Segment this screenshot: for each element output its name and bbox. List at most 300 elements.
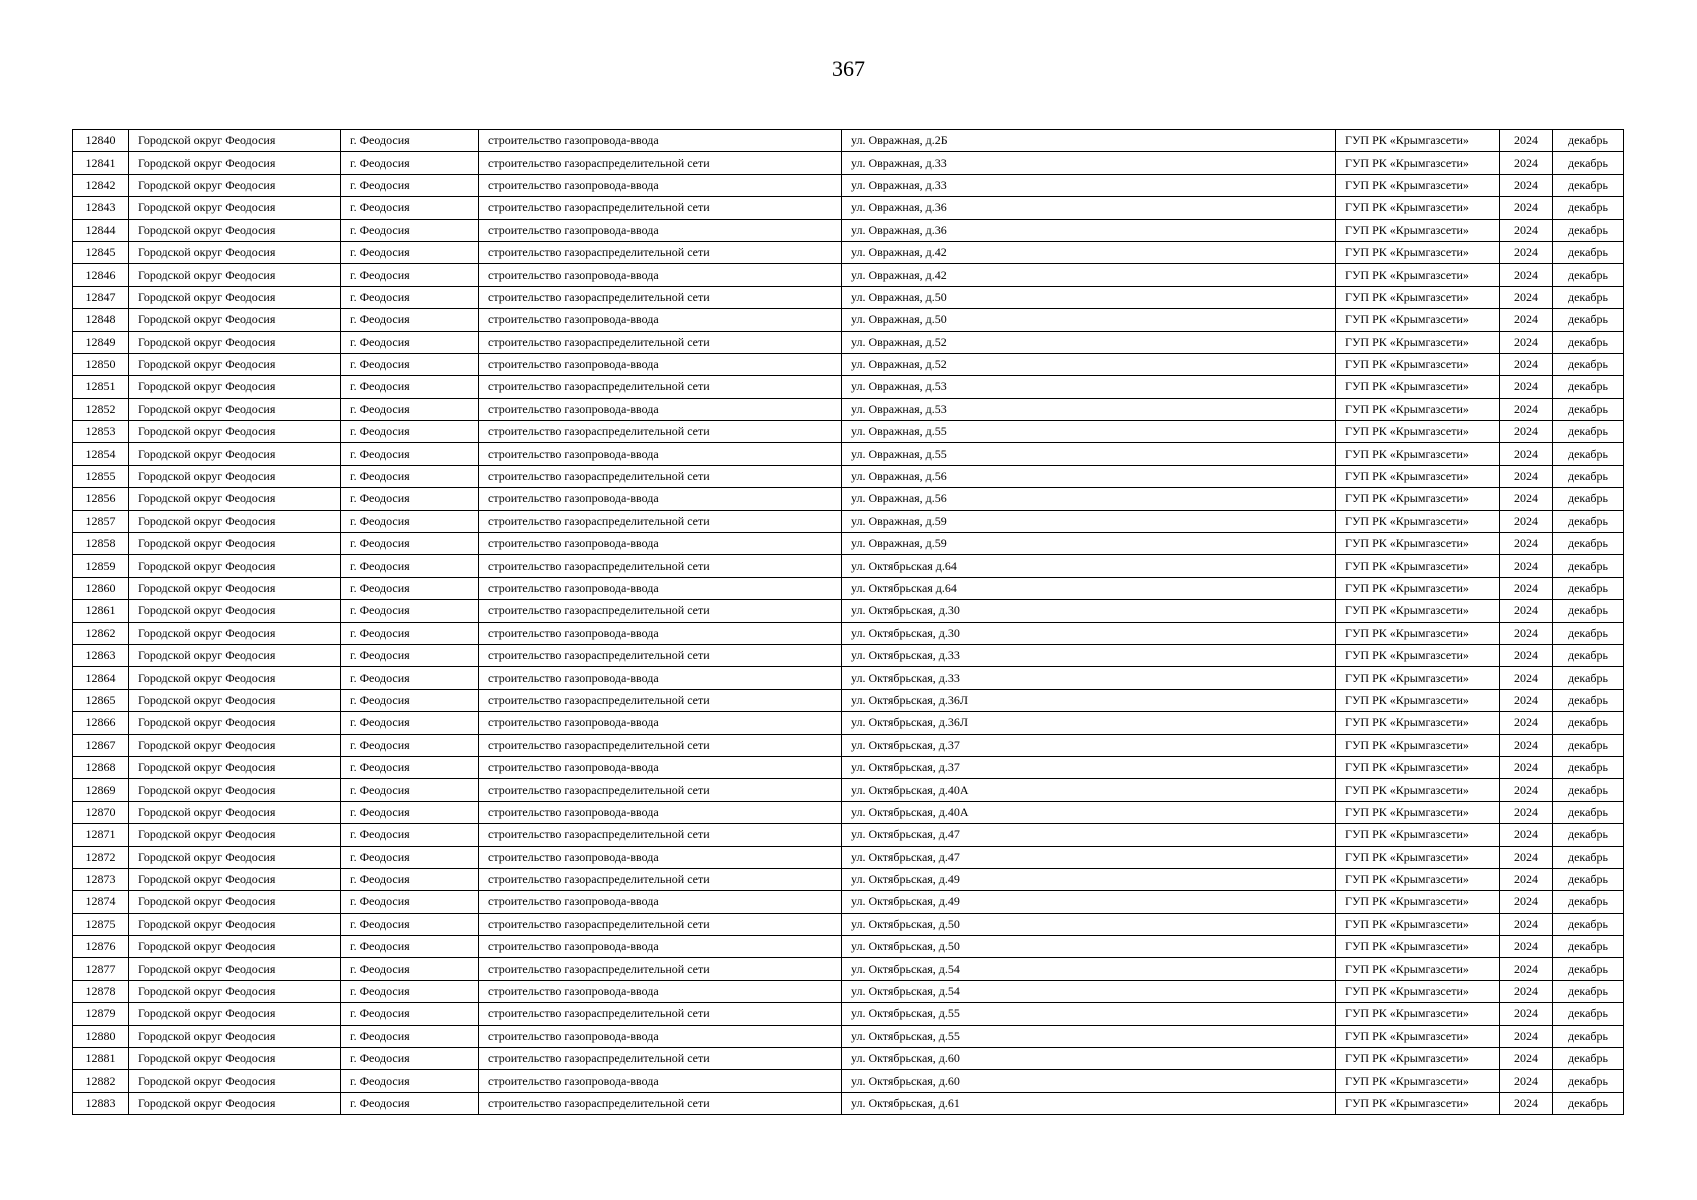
table-row — [73, 174, 1624, 196]
cell-number: 12867 — [73, 734, 129, 756]
cell-number: 12865 — [73, 689, 129, 711]
cell-number: 12843 — [73, 197, 129, 219]
cell-year: 2024 — [1500, 801, 1553, 823]
cell-year: 2024 — [1500, 309, 1553, 331]
table-row — [73, 555, 1624, 577]
cell-number: 12855 — [73, 465, 129, 487]
cell-year: 2024 — [1500, 1092, 1553, 1114]
table-row — [73, 756, 1624, 778]
cell-locality: г. Феодосия — [341, 600, 479, 622]
cell-month: декабрь — [1553, 958, 1624, 980]
table-row — [73, 421, 1624, 443]
cell-address: ул. Овражная, д.50 — [842, 309, 1336, 331]
cell-work-type: строительство газораспределительной сети — [479, 241, 842, 263]
cell-organization: ГУП РК «Крымгазсети» — [1336, 958, 1500, 980]
cell-number: 12849 — [73, 331, 129, 353]
table-row — [73, 644, 1624, 666]
cell-work-type: строительство газораспределительной сети — [479, 197, 842, 219]
table-row — [73, 241, 1624, 263]
cell-work-type: строительство газопровода-ввода — [479, 846, 842, 868]
cell-month: декабрь — [1553, 1003, 1624, 1025]
cell-month: декабрь — [1553, 1025, 1624, 1047]
cell-number: 12874 — [73, 891, 129, 913]
cell-district: Городской округ Феодосия — [129, 712, 341, 734]
cell-month: декабрь — [1553, 443, 1624, 465]
cell-month: декабрь — [1553, 734, 1624, 756]
cell-year: 2024 — [1500, 353, 1553, 375]
cell-work-type: строительство газопровода-ввода — [479, 533, 842, 555]
cell-address: ул. Овражная, д.36 — [842, 219, 1336, 241]
cell-work-type: строительство газопровода-ввода — [479, 801, 842, 823]
cell-locality: г. Феодосия — [341, 936, 479, 958]
cell-work-type: строительство газораспределительной сети — [479, 644, 842, 666]
cell-month: декабрь — [1553, 846, 1624, 868]
cell-organization: ГУП РК «Крымгазсети» — [1336, 398, 1500, 420]
cell-organization: ГУП РК «Крымгазсети» — [1336, 667, 1500, 689]
cell-month: декабрь — [1553, 756, 1624, 778]
cell-district: Городской округ Феодосия — [129, 600, 341, 622]
cell-locality: г. Феодосия — [341, 1003, 479, 1025]
cell-organization: ГУП РК «Крымгазсети» — [1336, 510, 1500, 532]
cell-year: 2024 — [1500, 264, 1553, 286]
cell-organization: ГУП РК «Крымгазсети» — [1336, 1048, 1500, 1070]
cell-work-type: строительство газопровода-ввода — [479, 398, 842, 420]
table-row — [73, 712, 1624, 734]
table-row — [73, 331, 1624, 353]
cell-locality: г. Феодосия — [341, 488, 479, 510]
cell-district: Городской округ Феодосия — [129, 1070, 341, 1092]
cell-number: 12870 — [73, 801, 129, 823]
cell-month: декабрь — [1553, 891, 1624, 913]
cell-address: ул. Овражная, д.42 — [842, 241, 1336, 263]
table-row — [73, 286, 1624, 308]
cell-number: 12881 — [73, 1048, 129, 1070]
cell-locality: г. Феодосия — [341, 1025, 479, 1047]
cell-locality: г. Феодосия — [341, 1070, 479, 1092]
table-row — [73, 622, 1624, 644]
cell-work-type: строительство газораспределительной сети — [479, 286, 842, 308]
cell-number: 12856 — [73, 488, 129, 510]
cell-number: 12846 — [73, 264, 129, 286]
cell-number: 12868 — [73, 756, 129, 778]
cell-district: Городской округ Феодосия — [129, 689, 341, 711]
cell-work-type: строительство газораспределительной сети — [479, 734, 842, 756]
cell-address: ул. Октябрьская, д.40А — [842, 801, 1336, 823]
cell-locality: г. Феодосия — [341, 331, 479, 353]
cell-locality: г. Феодосия — [341, 824, 479, 846]
cell-locality: г. Феодосия — [341, 891, 479, 913]
cell-year: 2024 — [1500, 1003, 1553, 1025]
cell-year: 2024 — [1500, 868, 1553, 890]
cell-district: Городской округ Феодосия — [129, 824, 341, 846]
cell-address: ул. Октябрьская, д.47 — [842, 846, 1336, 868]
cell-organization: ГУП РК «Крымгазсети» — [1336, 824, 1500, 846]
cell-month: декабрь — [1553, 376, 1624, 398]
cell-month: декабрь — [1553, 533, 1624, 555]
cell-locality: г. Феодосия — [341, 779, 479, 801]
table-row — [73, 980, 1624, 1002]
cell-district: Городской округ Феодосия — [129, 130, 341, 152]
cell-locality: г. Феодосия — [341, 846, 479, 868]
cell-month: декабрь — [1553, 421, 1624, 443]
cell-address: ул. Октябрьская, д.40А — [842, 779, 1336, 801]
cell-work-type: строительство газопровода-ввода — [479, 622, 842, 644]
cell-work-type: строительство газораспределительной сети — [479, 510, 842, 532]
cell-organization: ГУП РК «Крымгазсети» — [1336, 241, 1500, 263]
cell-address: ул. Октябрьская, д.49 — [842, 891, 1336, 913]
cell-month: декабрь — [1553, 868, 1624, 890]
cell-organization: ГУП РК «Крымгазсети» — [1336, 846, 1500, 868]
cell-address: ул. Овражная, д.55 — [842, 421, 1336, 443]
cell-district: Городской округ Феодосия — [129, 667, 341, 689]
cell-year: 2024 — [1500, 824, 1553, 846]
cell-number: 12883 — [73, 1092, 129, 1114]
table-row — [73, 824, 1624, 846]
cell-month: декабрь — [1553, 622, 1624, 644]
cell-number: 12861 — [73, 600, 129, 622]
cell-district: Городской округ Феодосия — [129, 980, 341, 1002]
table-row — [73, 488, 1624, 510]
table-row — [73, 353, 1624, 375]
cell-year: 2024 — [1500, 622, 1553, 644]
cell-address: ул. Октябрьская, д.50 — [842, 913, 1336, 935]
cell-month: декабрь — [1553, 353, 1624, 375]
cell-address: ул. Октябрьская, д.55 — [842, 1025, 1336, 1047]
cell-locality: г. Феодосия — [341, 622, 479, 644]
registry-table — [72, 129, 1624, 1115]
cell-district: Городской округ Феодосия — [129, 465, 341, 487]
cell-organization: ГУП РК «Крымгазсети» — [1336, 644, 1500, 666]
cell-number: 12842 — [73, 174, 129, 196]
table-row — [73, 152, 1624, 174]
cell-district: Городской округ Феодосия — [129, 622, 341, 644]
cell-address: ул. Овражная, д.53 — [842, 398, 1336, 420]
cell-number: 12840 — [73, 130, 129, 152]
cell-year: 2024 — [1500, 152, 1553, 174]
cell-year: 2024 — [1500, 667, 1553, 689]
cell-work-type: строительство газораспределительной сети — [479, 152, 842, 174]
cell-year: 2024 — [1500, 756, 1553, 778]
cell-work-type: строительство газораспределительной сети — [479, 1048, 842, 1070]
cell-month: декабрь — [1553, 667, 1624, 689]
cell-year: 2024 — [1500, 958, 1553, 980]
cell-address: ул. Октябрьская, д.49 — [842, 868, 1336, 890]
cell-organization: ГУП РК «Крымгазсети» — [1336, 488, 1500, 510]
cell-address: ул. Овражная, д.50 — [842, 286, 1336, 308]
cell-locality: г. Феодосия — [341, 868, 479, 890]
cell-locality: г. Феодосия — [341, 174, 479, 196]
cell-number: 12851 — [73, 376, 129, 398]
cell-district: Городской округ Феодосия — [129, 241, 341, 263]
cell-locality: г. Феодосия — [341, 197, 479, 219]
cell-district: Городской округ Феодосия — [129, 286, 341, 308]
cell-number: 12858 — [73, 533, 129, 555]
cell-organization: ГУП РК «Крымгазсети» — [1336, 689, 1500, 711]
cell-organization: ГУП РК «Крымгазсети» — [1336, 712, 1500, 734]
cell-year: 2024 — [1500, 644, 1553, 666]
cell-year: 2024 — [1500, 219, 1553, 241]
cell-organization: ГУП РК «Крымгазсети» — [1336, 331, 1500, 353]
cell-month: декабрь — [1553, 644, 1624, 666]
cell-organization: ГУП РК «Крымгазсети» — [1336, 219, 1500, 241]
table-row — [73, 1048, 1624, 1070]
cell-locality: г. Феодосия — [341, 465, 479, 487]
cell-district: Городской округ Феодосия — [129, 398, 341, 420]
cell-work-type: строительство газопровода-ввода — [479, 936, 842, 958]
cell-number: 12879 — [73, 1003, 129, 1025]
cell-work-type: строительство газораспределительной сети — [479, 1092, 842, 1114]
cell-number: 12850 — [73, 353, 129, 375]
cell-locality: г. Феодосия — [341, 1048, 479, 1070]
cell-locality: г. Феодосия — [341, 376, 479, 398]
cell-month: декабрь — [1553, 913, 1624, 935]
cell-month: декабрь — [1553, 689, 1624, 711]
cell-organization: ГУП РК «Крымгазсети» — [1336, 622, 1500, 644]
cell-organization: ГУП РК «Крымгазсети» — [1336, 443, 1500, 465]
cell-locality: г. Феодосия — [341, 734, 479, 756]
cell-organization: ГУП РК «Крымгазсети» — [1336, 1025, 1500, 1047]
cell-number: 12863 — [73, 644, 129, 666]
cell-work-type: строительство газопровода-ввода — [479, 577, 842, 599]
cell-year: 2024 — [1500, 443, 1553, 465]
table-row — [73, 891, 1624, 913]
cell-work-type: строительство газопровода-ввода — [479, 174, 842, 196]
cell-work-type: строительство газораспределительной сети — [479, 376, 842, 398]
cell-organization: ГУП РК «Крымгазсети» — [1336, 555, 1500, 577]
cell-locality: г. Феодосия — [341, 219, 479, 241]
cell-month: декабрь — [1553, 152, 1624, 174]
cell-number: 12853 — [73, 421, 129, 443]
cell-year: 2024 — [1500, 533, 1553, 555]
cell-number: 12872 — [73, 846, 129, 868]
cell-district: Городской округ Феодосия — [129, 174, 341, 196]
cell-district: Городской округ Феодосия — [129, 756, 341, 778]
cell-district: Городской округ Феодосия — [129, 913, 341, 935]
cell-district: Городской округ Феодосия — [129, 1003, 341, 1025]
cell-work-type: строительство газопровода-ввода — [479, 219, 842, 241]
cell-district: Городской округ Феодосия — [129, 868, 341, 890]
cell-year: 2024 — [1500, 712, 1553, 734]
cell-month: декабрь — [1553, 1092, 1624, 1114]
cell-month: декабрь — [1553, 219, 1624, 241]
cell-address: ул. Октябрьская, д.30 — [842, 600, 1336, 622]
cell-year: 2024 — [1500, 488, 1553, 510]
cell-locality: г. Феодосия — [341, 398, 479, 420]
cell-month: декабрь — [1553, 398, 1624, 420]
cell-district: Городской округ Феодосия — [129, 443, 341, 465]
cell-district: Городской округ Феодосия — [129, 958, 341, 980]
cell-work-type: строительство газораспределительной сети — [479, 824, 842, 846]
cell-work-type: строительство газораспределительной сети — [479, 1003, 842, 1025]
cell-organization: ГУП РК «Крымгазсети» — [1336, 286, 1500, 308]
cell-work-type: строительство газопровода-ввода — [479, 712, 842, 734]
cell-work-type: строительство газораспределительной сети — [479, 555, 842, 577]
cell-organization: ГУП РК «Крымгазсети» — [1336, 197, 1500, 219]
cell-year: 2024 — [1500, 286, 1553, 308]
cell-year: 2024 — [1500, 980, 1553, 1002]
cell-month: декабрь — [1553, 488, 1624, 510]
cell-locality: г. Феодосия — [341, 353, 479, 375]
cell-number: 12877 — [73, 958, 129, 980]
cell-organization: ГУП РК «Крымгазсети» — [1336, 600, 1500, 622]
cell-month: декабрь — [1553, 309, 1624, 331]
table-row — [73, 600, 1624, 622]
cell-number: 12859 — [73, 555, 129, 577]
cell-number: 12841 — [73, 152, 129, 174]
cell-district: Городской округ Феодосия — [129, 801, 341, 823]
cell-number: 12864 — [73, 667, 129, 689]
cell-organization: ГУП РК «Крымгазсети» — [1336, 868, 1500, 890]
cell-address: ул. Октябрьская, д.33 — [842, 667, 1336, 689]
table-row — [73, 376, 1624, 398]
cell-work-type: строительство газораспределительной сети — [479, 913, 842, 935]
cell-district: Городской округ Феодосия — [129, 197, 341, 219]
page-number: 367 — [832, 56, 865, 81]
table-row — [73, 309, 1624, 331]
cell-organization: ГУП РК «Крымгазсети» — [1336, 1003, 1500, 1025]
cell-organization: ГУП РК «Крымгазсети» — [1336, 756, 1500, 778]
cell-district: Городской округ Феодосия — [129, 488, 341, 510]
cell-year: 2024 — [1500, 465, 1553, 487]
cell-locality: г. Феодосия — [341, 689, 479, 711]
table-row — [73, 264, 1624, 286]
cell-year: 2024 — [1500, 421, 1553, 443]
cell-address: ул. Овражная, д.2Б — [842, 130, 1336, 152]
cell-locality: г. Феодосия — [341, 533, 479, 555]
cell-address: ул. Октябрьская, д.54 — [842, 958, 1336, 980]
table-row — [73, 1003, 1624, 1025]
table-row — [73, 801, 1624, 823]
cell-year: 2024 — [1500, 376, 1553, 398]
cell-organization: ГУП РК «Крымгазсети» — [1336, 936, 1500, 958]
cell-year: 2024 — [1500, 1070, 1553, 1092]
cell-address: ул. Овражная, д.55 — [842, 443, 1336, 465]
cell-organization: ГУП РК «Крымгазсети» — [1336, 734, 1500, 756]
cell-organization: ГУП РК «Крымгазсети» — [1336, 152, 1500, 174]
cell-district: Городской округ Феодосия — [129, 421, 341, 443]
cell-number: 12871 — [73, 824, 129, 846]
cell-month: декабрь — [1553, 197, 1624, 219]
cell-work-type: строительство газораспределительной сети — [479, 779, 842, 801]
cell-work-type: строительство газопровода-ввода — [479, 353, 842, 375]
cell-organization: ГУП РК «Крымгазсети» — [1336, 264, 1500, 286]
cell-month: декабрь — [1553, 241, 1624, 263]
cell-number: 12878 — [73, 980, 129, 1002]
cell-work-type: строительство газопровода-ввода — [479, 309, 842, 331]
table-row — [73, 868, 1624, 890]
cell-work-type: строительство газопровода-ввода — [479, 980, 842, 1002]
cell-year: 2024 — [1500, 241, 1553, 263]
cell-number: 12860 — [73, 577, 129, 599]
cell-year: 2024 — [1500, 734, 1553, 756]
cell-number: 12866 — [73, 712, 129, 734]
cell-work-type: строительство газораспределительной сети — [479, 689, 842, 711]
cell-address: ул. Октябрьская, д.37 — [842, 756, 1336, 778]
cell-month: декабрь — [1553, 600, 1624, 622]
cell-organization: ГУП РК «Крымгазсети» — [1336, 1070, 1500, 1092]
cell-year: 2024 — [1500, 398, 1553, 420]
cell-organization: ГУП РК «Крымгазсети» — [1336, 913, 1500, 935]
cell-address: ул. Октябрьская д.64 — [842, 555, 1336, 577]
cell-month: декабрь — [1553, 801, 1624, 823]
cell-organization: ГУП РК «Крымгазсети» — [1336, 309, 1500, 331]
cell-year: 2024 — [1500, 600, 1553, 622]
cell-district: Городской округ Феодосия — [129, 555, 341, 577]
cell-year: 2024 — [1500, 936, 1553, 958]
table-row — [73, 465, 1624, 487]
cell-address: ул. Октябрьская, д.47 — [842, 824, 1336, 846]
cell-district: Городской округ Феодосия — [129, 577, 341, 599]
cell-organization: ГУП РК «Крымгазсети» — [1336, 353, 1500, 375]
cell-locality: г. Феодосия — [341, 801, 479, 823]
cell-address: ул. Овражная, д.52 — [842, 331, 1336, 353]
cell-number: 12876 — [73, 936, 129, 958]
cell-work-type: строительство газораспределительной сети — [479, 465, 842, 487]
cell-address: ул. Октябрьская, д.61 — [842, 1092, 1336, 1114]
cell-work-type: строительство газопровода-ввода — [479, 264, 842, 286]
table-row — [73, 1070, 1624, 1092]
cell-locality: г. Феодосия — [341, 913, 479, 935]
cell-work-type: строительство газопровода-ввода — [479, 488, 842, 510]
cell-number: 12880 — [73, 1025, 129, 1047]
table-row — [73, 1025, 1624, 1047]
table-row — [73, 689, 1624, 711]
cell-address: ул. Октябрьская, д.36Л — [842, 689, 1336, 711]
cell-address: ул. Овражная, д.52 — [842, 353, 1336, 375]
cell-district: Городской округ Феодосия — [129, 936, 341, 958]
cell-address: ул. Октябрьская, д.60 — [842, 1048, 1336, 1070]
cell-district: Городской округ Феодосия — [129, 353, 341, 375]
cell-number: 12848 — [73, 309, 129, 331]
cell-district: Городской округ Феодосия — [129, 152, 341, 174]
cell-number: 12852 — [73, 398, 129, 420]
cell-year: 2024 — [1500, 577, 1553, 599]
cell-year: 2024 — [1500, 174, 1553, 196]
table-row — [73, 130, 1624, 152]
cell-locality: г. Феодосия — [341, 980, 479, 1002]
cell-month: декабрь — [1553, 286, 1624, 308]
cell-locality: г. Феодосия — [341, 152, 479, 174]
cell-district: Городской округ Феодосия — [129, 779, 341, 801]
cell-address: ул. Овражная, д.42 — [842, 264, 1336, 286]
cell-organization: ГУП РК «Крымгазсети» — [1336, 779, 1500, 801]
cell-year: 2024 — [1500, 1048, 1553, 1070]
cell-organization: ГУП РК «Крымгазсети» — [1336, 1092, 1500, 1114]
cell-month: декабрь — [1553, 1070, 1624, 1092]
cell-district: Городской округ Феодосия — [129, 219, 341, 241]
cell-number: 12857 — [73, 510, 129, 532]
table-row — [73, 936, 1624, 958]
cell-locality: г. Феодосия — [341, 667, 479, 689]
table-row — [73, 667, 1624, 689]
cell-year: 2024 — [1500, 130, 1553, 152]
cell-month: декабрь — [1553, 465, 1624, 487]
cell-organization: ГУП РК «Крымгазсети» — [1336, 421, 1500, 443]
cell-locality: г. Феодосия — [341, 555, 479, 577]
cell-organization: ГУП РК «Крымгазсети» — [1336, 577, 1500, 599]
cell-year: 2024 — [1500, 913, 1553, 935]
cell-number: 12875 — [73, 913, 129, 935]
cell-address: ул. Овражная, д.59 — [842, 510, 1336, 532]
cell-locality: г. Феодосия — [341, 958, 479, 980]
cell-work-type: строительство газопровода-ввода — [479, 130, 842, 152]
cell-district: Городской округ Феодосия — [129, 644, 341, 666]
cell-month: декабрь — [1553, 936, 1624, 958]
table-row — [73, 533, 1624, 555]
cell-year: 2024 — [1500, 1025, 1553, 1047]
cell-address: ул. Октябрьская д.64 — [842, 577, 1336, 599]
cell-number: 12869 — [73, 779, 129, 801]
